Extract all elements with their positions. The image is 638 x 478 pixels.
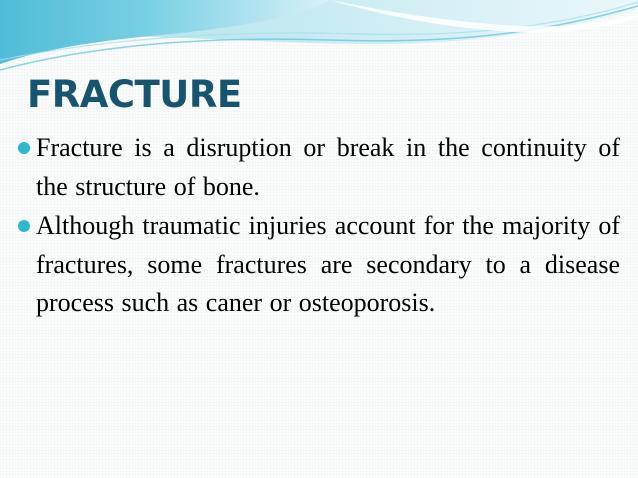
list-item bbox=[18, 129, 620, 206]
list-item bbox=[18, 207, 620, 323]
bullet-text: Although traumatic injuries account for the majority of fractures, some fractures are secondary to a disease process such as caner or osteoporosis. bbox=[36, 211, 620, 317]
bullet-list bbox=[18, 129, 620, 324]
decorative-wave-header bbox=[0, 0, 638, 80]
bullet-text: Fracture is a disruption or break in the continuity of the structure of bone. bbox=[36, 133, 620, 201]
bullet-dot-icon bbox=[18, 142, 30, 154]
bullet-dot-icon bbox=[18, 220, 30, 232]
slide-title: FRACTURE bbox=[27, 73, 242, 116]
